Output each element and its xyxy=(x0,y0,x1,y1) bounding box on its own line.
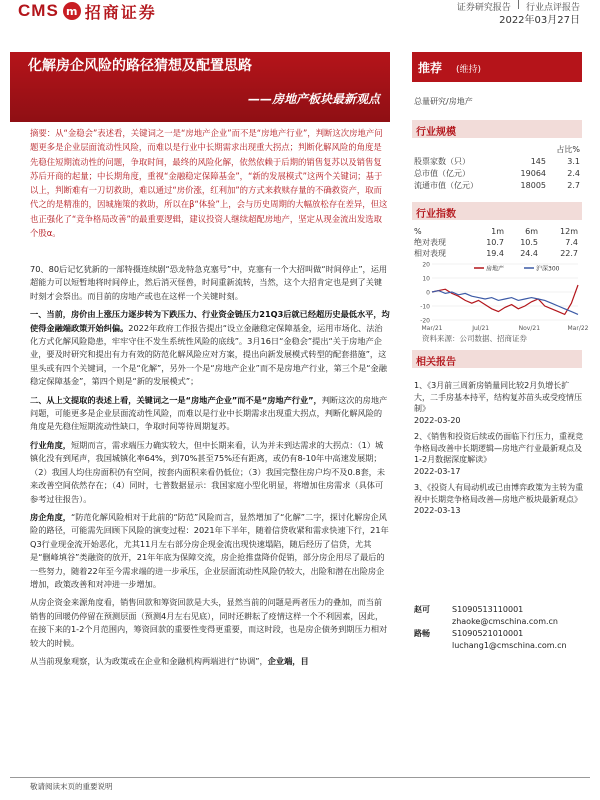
analyst-id: S1090513110001 xyxy=(452,604,524,614)
perf-value: 7.4 xyxy=(565,238,578,247)
paragraph-4-lead: 行业角度， xyxy=(30,439,71,450)
paragraph-7-text: 从当前现象观察，认为政策或在企业和金融机构两端进行“协调”， xyxy=(30,655,268,666)
y-tick-label: -20 xyxy=(420,317,430,325)
analyst-row xyxy=(414,603,584,615)
y-tick-label: 10 xyxy=(422,275,430,283)
report-type: 证券研究报告 xyxy=(456,3,511,13)
logo-badge-icon: m xyxy=(63,2,81,20)
perf-name: 相对表现 xyxy=(414,249,446,258)
rating-sub: (维持) xyxy=(456,65,482,75)
index-performance-chart xyxy=(414,258,589,332)
body-text xyxy=(30,263,390,673)
scale-name: 总市值（亿元） xyxy=(414,168,470,178)
analyst-row xyxy=(414,627,584,639)
report-subtype: 行业点评报告 xyxy=(525,3,580,13)
paragraph-2-text: 2022年政府工作报告提出“设立金融稳定保障基金，运用市场化、法治化方式化解风险隐患，牢牢守住不发生系统性风险的底线”。3月16日“金稳会”提出“关于房地产企业，要及时研究和提出有力有效的防范化解风险应对方案，提出向新发展模式转型的配套措施”，这里头或有四个关键词，一个是“化解”，另外一个是“房地产企业”而不是房地产行业，第三个是“金融稳定保障基金”，第四个则是“新的发展模式”； xyxy=(30,322,387,387)
analyst-row xyxy=(414,615,584,627)
legend-label: 沪深300 xyxy=(536,265,560,273)
logo-cn-text: 招商证券 xyxy=(84,2,157,22)
related-date: 2022-03-13 xyxy=(414,506,461,515)
page-subtitle: ——房地产板块最新观点 xyxy=(247,92,380,106)
perf-col-header: 1m xyxy=(491,227,504,236)
paragraph-2-lead: 一、当前，房价由上涨压力逐步转为下跌压力、行业资金链压力21Q3后就已经超历史最低水平，均使得金融端政策开始纠偏。 xyxy=(30,309,390,333)
scale-pct: 3.1 xyxy=(567,156,580,166)
analyst-email[interactable]: zhaoke@cmschina.com.cn xyxy=(452,616,558,626)
paragraph-5-lead: 房企角度， xyxy=(30,511,71,522)
related-title[interactable]: 《投资人有局动机或已由博弈政策为主转为重视中长期竞争格局改善—房地产板块最新观点》 xyxy=(414,483,584,504)
related-reports xyxy=(414,380,584,522)
footer-note: 敬请阅读末页的重要说明 xyxy=(30,782,113,791)
scale-value: 145 xyxy=(530,156,546,166)
list-item[interactable] xyxy=(414,482,584,517)
scale-pct: 2.4 xyxy=(567,168,580,178)
table-row xyxy=(414,167,580,179)
paragraph-1: 70、80后记忆犹新的一部特摄连续剧“恐龙特急克塞号”中，克塞有一个大招叫做“时间停止”，运用超能力可以短暂地将时间停止，然后消灭怪兽，时间重新流转，当然，这个大招肯定也是到了关键时刻才会祭出。而目前的房地产或也在这样一个关键时刻。 xyxy=(30,264,388,301)
scale-pct: 2.7 xyxy=(567,180,580,190)
list-item[interactable] xyxy=(414,380,584,426)
footer-divider xyxy=(10,777,590,778)
y-tick-label: 0 xyxy=(426,289,430,297)
paragraph-7 xyxy=(30,655,390,668)
table-row xyxy=(414,237,578,248)
performance-table xyxy=(414,226,578,259)
scale-name: 股票家数（只） xyxy=(414,156,470,166)
analysts xyxy=(414,603,584,651)
analyst-email[interactable]: luchang1@cmschina.com.cn xyxy=(452,640,567,650)
header-separator: | xyxy=(516,0,520,10)
related-date: 2022-03-17 xyxy=(414,466,461,476)
index-section-title: 行业指数 xyxy=(416,209,456,220)
y-tick-label: 20 xyxy=(422,261,430,269)
related-num: 1、 xyxy=(414,381,428,390)
rating-label: 推荐 xyxy=(418,61,443,75)
scale-name: 流通市值（亿元） xyxy=(414,180,478,190)
analyst-row xyxy=(414,639,584,651)
related-date: 2022-03-20 xyxy=(414,415,461,425)
related-title[interactable]: 《销售和投资后续或仍面临下行压力，重视竞争格局改善中长期逻辑—房地产行业最新观点及1-2月数据深度解读》 xyxy=(414,432,584,464)
related-num: 3、 xyxy=(414,483,428,492)
paragraph-3-text: 判断这次的房地产问题，可能更多是企业层面流动性风险，而难以是行业中长期需求出现重大拐点，判断化解风险的角度是先稳住短期流动性缺口，争取时间等待周期复苏。 xyxy=(30,394,388,432)
x-tick-label: Jul/21 xyxy=(472,325,490,332)
logo-cms-text: CMS xyxy=(18,1,59,20)
analyst-name: 路畅 xyxy=(414,628,430,638)
perf-name: 绝对表现 xyxy=(414,238,446,247)
scale-table-header xyxy=(414,143,580,155)
analyst-name: 赵可 xyxy=(414,604,430,614)
scale-table xyxy=(414,143,580,191)
related-title[interactable]: 《3月前三周新房销量同比较2月负增长扩大，二手房基本持平，结构复苏苗头或受疫情压制》 xyxy=(414,381,582,413)
y-tick-label: -10 xyxy=(420,303,430,311)
paragraph-4-text: 短期而言，需求端压力确实较大，但中长期来看，认为并未到达需求的大拐点：（1）城镇化没有到尾声，我国城镇化率64%，到70%甚至75%还有距离，或仍有8-10年中高速发展期；（2）我国人均住房面积仍有空间，按套内面积来看仍低位；（3）我国完整住房户均不及0.8套，未来改善空间依然存在；（4）同时，七普数据显示：我国家庭小型化明显，将增加住房需求（具体可参考过往报告）。 xyxy=(30,439,386,504)
related-section-title: 相关报告 xyxy=(416,357,456,368)
scale-col-header: 占比% xyxy=(556,144,580,154)
analyst-id: S1090521010001 xyxy=(452,628,524,638)
perf-col-header: 6m xyxy=(525,227,538,236)
paragraph-6: 从房企资金来源角度看，销售回款和筹资回款是大头，显然当前的问题是两者压力的叠加，而当前销售的回暖仍停留在预测层面（预测4月左右见底），同时还耕耘了疫情这样一个不利因素，因此，在接下来的1-2个月范围内，筹资回款的重要性变得更重要，而这时段，也是房企债务到期压力相对较大的时候。 xyxy=(30,597,388,648)
perf-value: 22.7 xyxy=(560,249,578,258)
list-item[interactable] xyxy=(414,431,584,477)
logo xyxy=(18,0,157,22)
page-title: 化解房企风险的路径猜想及配置思路 xyxy=(28,58,252,74)
x-tick-label: Mar/21 xyxy=(421,325,443,332)
paragraph-4 xyxy=(30,439,390,506)
perf-value: 24.4 xyxy=(520,249,538,258)
paragraph-7-tail: 企业端，目 xyxy=(267,655,309,666)
x-tick-label: Nov/21 xyxy=(518,325,541,332)
perf-col-header: 12m xyxy=(560,227,578,236)
scale-value: 19064 xyxy=(520,168,546,178)
perf-col-header: % xyxy=(414,227,422,236)
x-tick-label: Mar/22 xyxy=(567,325,589,332)
paragraph-2 xyxy=(30,308,390,388)
series-line-0 xyxy=(432,285,578,314)
table-row xyxy=(414,155,580,167)
perf-value: 19.4 xyxy=(486,249,504,258)
industry-category: 总量研究/房地产 xyxy=(414,97,473,106)
related-num: 2、 xyxy=(414,432,428,441)
paragraph-5 xyxy=(30,511,390,591)
abstract: 摘要：从“金稳会”表述看，关键词之一是“房地产企业”而不是“房地产行业”，判断这次房地产问题更多是企业层面流动性风险，而难以是行业中长期需求出现重大拐点；判断化解风险的角度是先稳住短期流动性的问题，争取时间，最终的风险化解，依然依赖于后期的销售复苏以及销售复苏后开商的起量；中长期角度，重视“金融稳定保障基金”，“新的发展模式”这两个关键词；基于以上，判断难有一刀切救助，难以通过“房价涨，红利加”的方式来救赎存量的不确救资产，取而代之的是精准的，因城施策的救助，所以在β“体验”上，会与历史周期的大幅放松存在差异，但这也正强化了“竞争格局改善”的最重要逻辑，建议投资人继续超配房地产，坚定从现金流出发选取个股α。 xyxy=(30,128,388,239)
scale-value: 18005 xyxy=(520,180,546,190)
paragraph-3-lead: 二、从上文提取的表述上看，关键词之一是“房地产企业”而不是“房地产行业”， xyxy=(30,394,322,405)
paragraph-3 xyxy=(30,394,390,434)
performance-header xyxy=(414,226,578,237)
report-date: 2022年03月27日 xyxy=(499,15,580,26)
scale-section-title: 行业规模 xyxy=(416,127,456,138)
legend-label: 房地产 xyxy=(486,265,505,273)
perf-value: 10.7 xyxy=(486,238,504,247)
chart-source: 资料来源：公司数据、招商证券 xyxy=(422,334,527,343)
perf-value: 10.5 xyxy=(520,238,538,247)
paragraph-5-text: “防范化解风险相对于此前的“防范”风险而言，显然增加了“化解”二字，探讨化解房企风险的路径，可能需先回顾下风险的演变过程：2021年下半年，随着信贷收紧和需求快速下行，21年Q3行业现金流开始恶化，尤其11月左右部分房企现金流出现快速塌陷，随后经历了信贷，尤其是“删峰填谷”类融资的放开，21年年底为保障交流，房企抢推盘降价促销，部分房企用尽了最后的一些努力，随着22年至今需求端的进一步承压，企业层面流动性风险仍较大，出险和潜在出险房企增加，政策改善和对冲进一步增加。 xyxy=(30,511,389,589)
table-row xyxy=(414,179,580,191)
